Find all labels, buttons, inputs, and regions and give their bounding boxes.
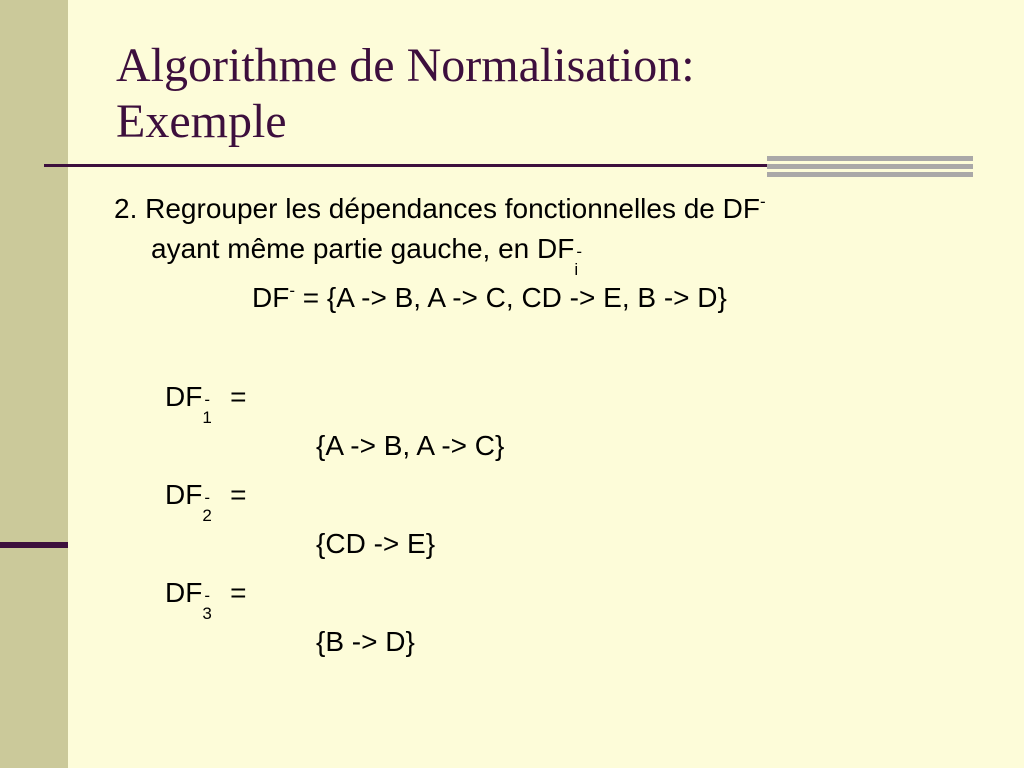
group-2-label-line bbox=[165, 479, 247, 525]
step-number: 2. bbox=[114, 193, 138, 224]
group-3-label: DF bbox=[165, 577, 203, 608]
step-line-2 bbox=[151, 233, 590, 279]
step-text-line1: Regrouper les dépendances fonctionnelles de DF bbox=[145, 193, 760, 224]
step-text-line2: ayant même partie gauche, en DF bbox=[151, 233, 575, 264]
step-text-line1-sup: - bbox=[759, 192, 766, 211]
group-1-label: DF bbox=[165, 381, 203, 412]
df-set-sup: - bbox=[289, 281, 295, 300]
group-1-sup: - bbox=[204, 390, 210, 409]
step-line-1 bbox=[114, 193, 766, 225]
slide-title-line1: Algorithme de Normalisation: bbox=[116, 39, 695, 92]
group-2-eq: = bbox=[230, 479, 247, 510]
group-2-sup: - bbox=[204, 488, 210, 507]
group-2-label: DF bbox=[165, 479, 203, 510]
group-2-value: {CD -> E} bbox=[316, 528, 436, 559]
group-3-label-line bbox=[165, 577, 247, 623]
step-text-line2-index bbox=[574, 242, 590, 279]
group-1-sub: 1 bbox=[202, 408, 212, 427]
step-text-line2-sub: i bbox=[574, 260, 579, 279]
group-1-value: {A -> B, A -> C} bbox=[316, 430, 505, 461]
df-set-label: DF bbox=[252, 282, 290, 313]
group-1-index bbox=[202, 390, 218, 427]
group-2-index bbox=[202, 488, 218, 525]
group-3-sub: 3 bbox=[202, 604, 212, 623]
group-2-sub: 2 bbox=[202, 506, 212, 525]
df-set-value: = {A -> B, A -> C, CD -> E, B -> D} bbox=[295, 282, 727, 313]
group-1-label-line bbox=[165, 381, 247, 427]
step-text-line2-sup: - bbox=[576, 242, 583, 261]
df-set-line bbox=[252, 282, 727, 314]
group-1-eq: = bbox=[230, 381, 247, 412]
group-3-value: {B -> D} bbox=[316, 626, 415, 657]
group-3-index bbox=[202, 586, 218, 623]
group-3-sup: - bbox=[204, 586, 210, 605]
group-3-eq: = bbox=[230, 577, 247, 608]
slide-title-line2: Exemple bbox=[116, 95, 287, 148]
